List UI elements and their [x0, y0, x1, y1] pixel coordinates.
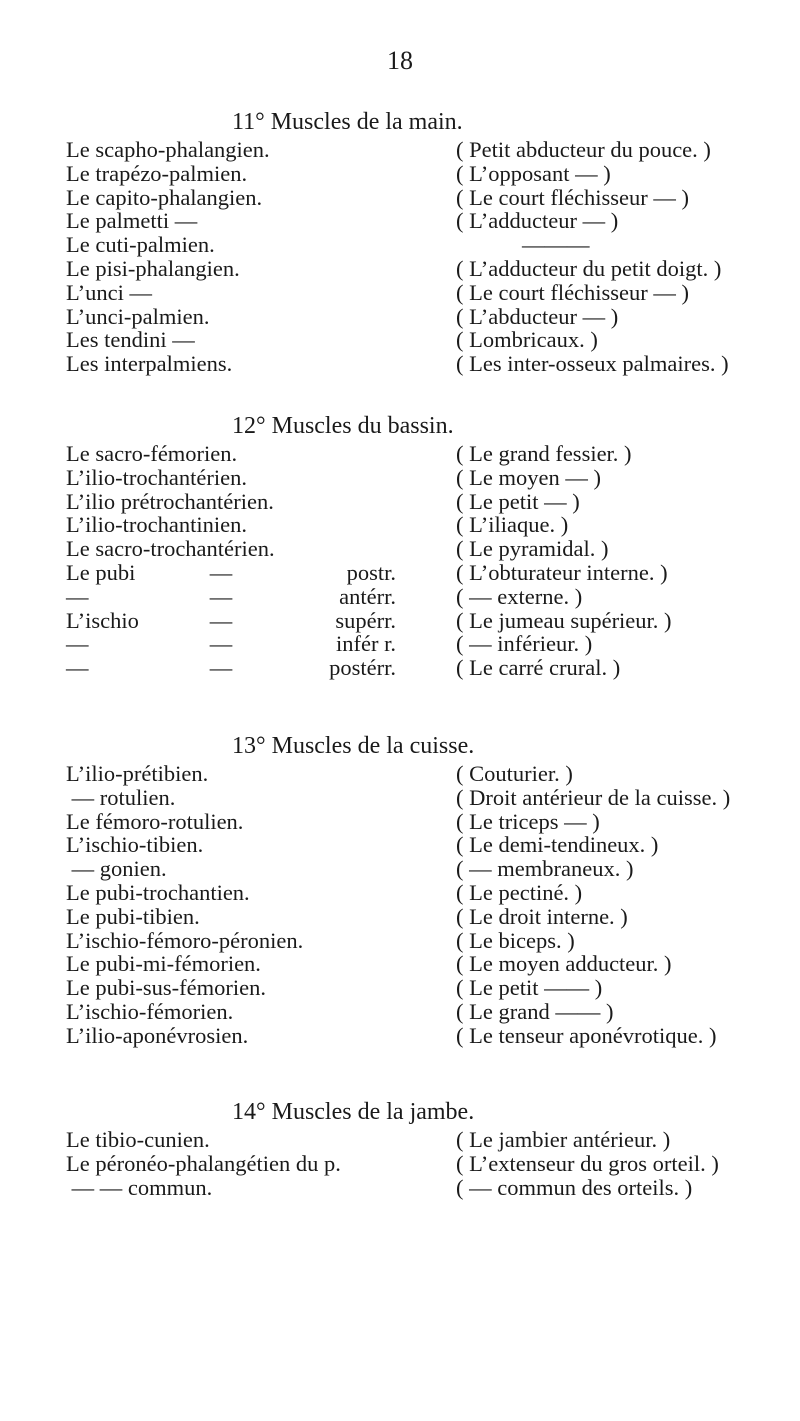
anatomy-line: ( L’iliaque. ) — [456, 512, 569, 538]
table-row: L’ischio — supérr. — [66, 607, 396, 633]
muscle-line: — gonien. — [66, 856, 167, 882]
anatomy-line: ( Le carré crural. ) — [456, 655, 621, 681]
anatomy-line: ( L’adducteur du petit doigt. ) — [456, 255, 722, 281]
muscle-line: Le sacro-fémorien. — [66, 441, 238, 466]
muscle-line: Le capito-phalangien. — [66, 184, 263, 210]
muscle-line: Le scapho-phalangien. — [66, 137, 270, 162]
left-column — [66, 442, 426, 680]
right-column — [452, 762, 792, 1048]
left-column — [66, 762, 426, 1048]
muscle-line: L’unci — — [66, 279, 153, 305]
anatomy-line: ( Lombricaux. ) — [456, 327, 598, 353]
anatomy-line: ( Le pyramidal. ) — [456, 536, 609, 562]
muscle-line: Le palmetti — — [66, 208, 198, 234]
anatomy-line: ( Droit antérieur de la cuisse. ) — [456, 784, 731, 810]
right-column — [452, 442, 792, 680]
anatomy-line: ( — inférieur. ) — [456, 631, 593, 657]
muscle-line: Le pubi-tibien. — [66, 903, 200, 929]
anatomy-line: ( Le moyen — ) — [456, 464, 601, 490]
muscle-line: Le fémoro-rotulien. — [66, 808, 244, 834]
muscle-line: — rotulien. — [66, 784, 176, 810]
muscle-line: Le pubi-sus-fémorien. — [66, 975, 266, 1001]
table-row: — — antérr. — [66, 583, 396, 609]
table-row: — — postérr. — [66, 655, 396, 681]
muscle-line: L’ilio-aponévrosien. — [66, 1022, 249, 1048]
muscle-line: Le sacro-trochantérien. — [66, 536, 275, 562]
muscle-line: Le pubi-trochantien. — [66, 879, 250, 905]
anatomy-line: ( Les inter-osseux palmaires. ) — [456, 351, 729, 377]
muscle-line: Le cuti-palmien. — [66, 232, 215, 258]
anatomy-line: ( Le tenseur aponévrotique. ) — [456, 1022, 717, 1048]
anatomy-line: ( Le droit interne. ) — [456, 903, 628, 929]
muscle-line: L’ischio-tibien. — [66, 832, 204, 858]
muscle-line: L’unci-palmien. — [66, 303, 210, 329]
section-title: 13° Muscles de la cuisse. — [232, 733, 475, 759]
muscle-line: L’ilio-prétibien. — [66, 761, 209, 786]
muscle-line: L’ilio prétrochantérien. — [66, 488, 274, 514]
section-bassin — [0, 412, 800, 702]
anatomy-line: ( — commun des orteils. ) — [456, 1174, 693, 1200]
anatomy-line: ( Le moyen adducteur. ) — [456, 951, 672, 977]
section-jambe — [0, 1098, 800, 1228]
muscle-line: L’ilio-trochantérien. — [66, 464, 247, 490]
right-column — [452, 1128, 792, 1199]
left-column — [66, 138, 426, 376]
anatomy-line: ( Le petit —— ) — [456, 975, 603, 1001]
anatomy-line: ( Le court fléchisseur — ) — [456, 279, 690, 305]
anatomy-line: ( Le petit — ) — [456, 488, 580, 514]
muscle-line: L’ischio-fémorien. — [66, 998, 234, 1024]
anatomy-line: ( L’opposant — ) — [456, 160, 611, 186]
anatomy-line: ( L’adducteur — ) — [456, 208, 619, 234]
anatomy-line: ( Le court fléchisseur — ) — [456, 184, 690, 210]
anatomy-line: ( Le triceps — ) — [456, 808, 600, 834]
muscle-line: — — commun. — [66, 1174, 213, 1200]
anatomy-line: ( — externe. ) — [456, 583, 583, 609]
left-column — [66, 1128, 426, 1199]
muscle-line: Le pisi-phalangien. — [66, 255, 240, 281]
anatomy-line: ( Petit abducteur du pouce. ) — [456, 137, 711, 162]
anatomy-line: ( — membraneux. ) — [456, 856, 634, 882]
section-main — [0, 108, 800, 398]
page-number: 18 — [387, 46, 413, 75]
anatomy-line: ( Le jumeau supérieur. ) — [456, 607, 672, 633]
table-row: Le pubi — postr. — [66, 559, 396, 585]
section-title: 12° Muscles du bassin. — [232, 413, 454, 439]
table-row: — — infér r. — [66, 631, 396, 657]
separator: ——— — [522, 232, 590, 258]
anatomy-line: ( Le jambier antérieur. ) — [456, 1127, 671, 1152]
muscle-line: Les tendini — — [66, 327, 195, 353]
muscle-line: Le trapézo-palmien. — [66, 160, 248, 186]
muscle-line: Le tibio-cunien. — [66, 1127, 210, 1152]
anatomy-line: ( Le grand fessier. ) — [456, 441, 632, 466]
anatomy-line: ( Le pectiné. ) — [456, 879, 583, 905]
muscle-line: L’ilio-trochantinien. — [66, 512, 247, 538]
section-title: 11° Muscles de la main. — [232, 109, 463, 135]
section-cuisse — [0, 732, 800, 1062]
anatomy-line: ( L’extenseur du gros orteil. ) — [456, 1150, 719, 1176]
muscle-line: Les interpalmiens. — [66, 351, 233, 377]
anatomy-line: ( Le biceps. ) — [456, 927, 575, 953]
anatomy-line: ( L’obturateur interne. ) — [456, 559, 668, 585]
section-title: 14° Muscles de la jambe. — [232, 1099, 475, 1125]
anatomy-line: ( L’abducteur — ) — [456, 303, 619, 329]
right-column — [452, 138, 792, 376]
muscle-line: L’ischio-fémoro-péronien. — [66, 927, 304, 953]
anatomy-line: ( Le demi-tendineux. ) — [456, 832, 659, 858]
anatomy-line: ( Couturier. ) — [456, 761, 573, 786]
muscle-line: Le péronéo-phalangétien du p. — [66, 1150, 341, 1176]
anatomy-line: ( Le grand —— ) — [456, 998, 614, 1024]
muscle-line: Le pubi-mi-fémorien. — [66, 951, 261, 977]
